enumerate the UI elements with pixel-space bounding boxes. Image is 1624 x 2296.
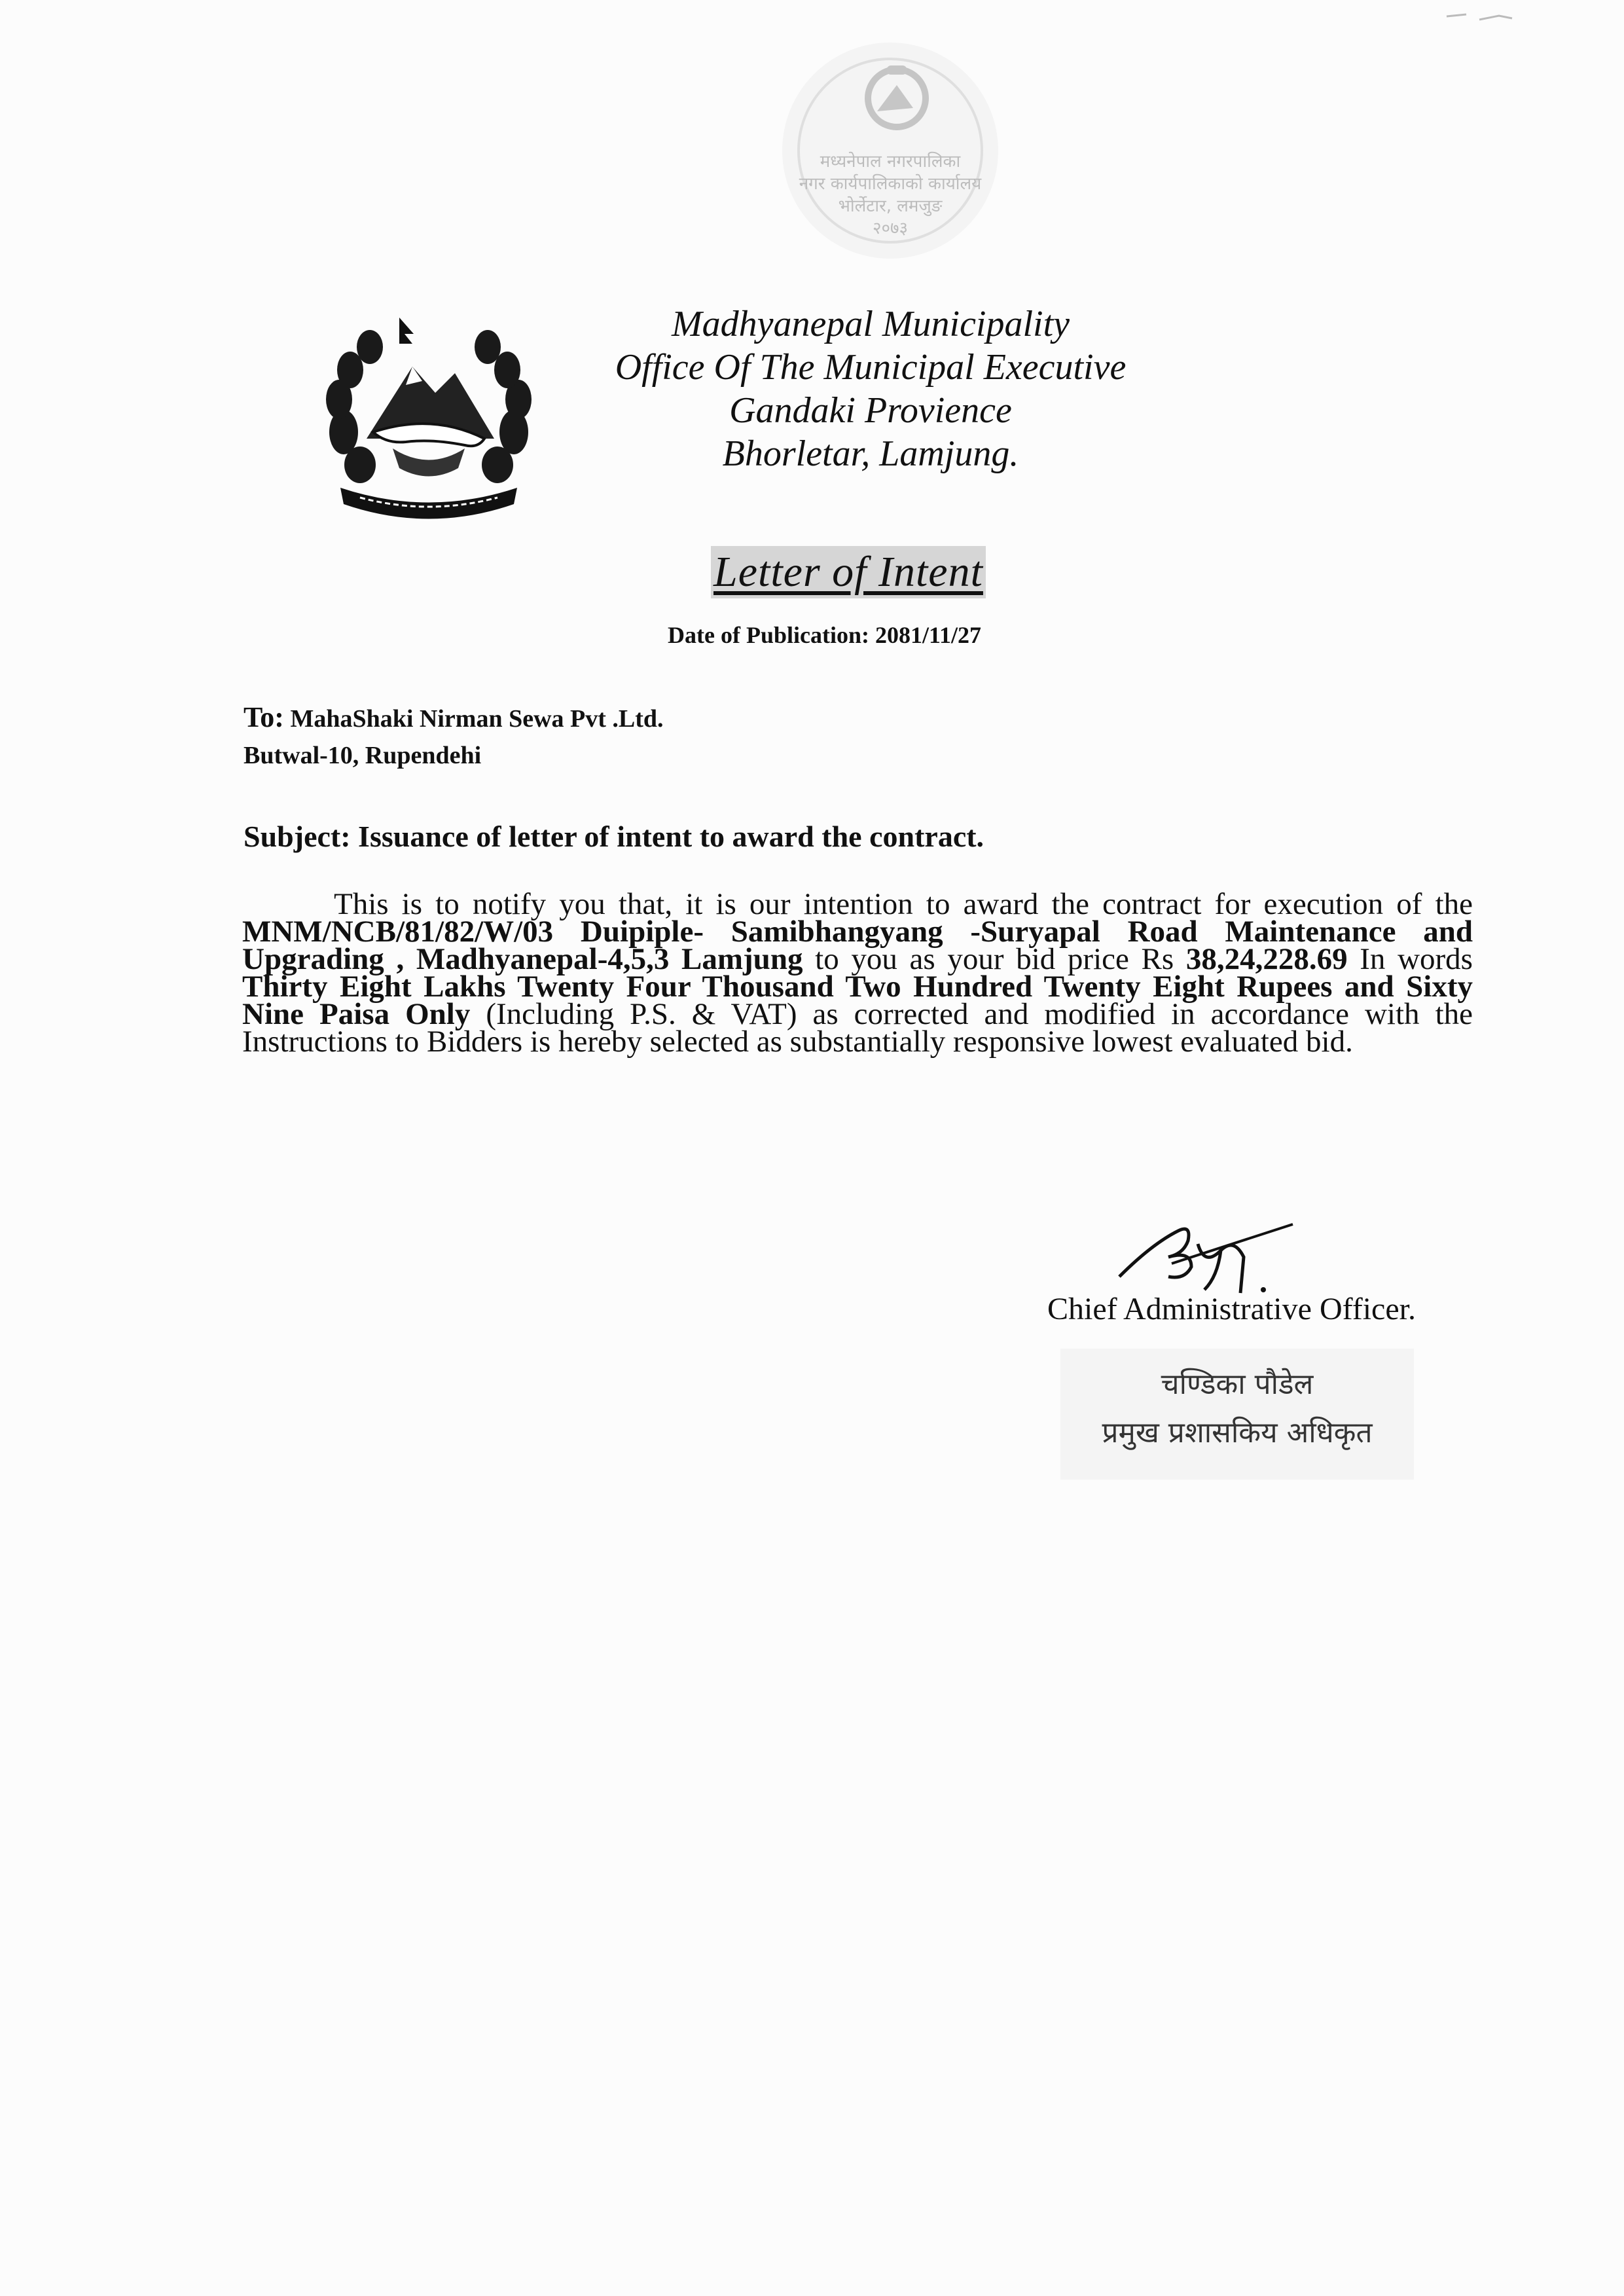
body-part-4: (Including P.S. & VAT) as corrected and modified in accordance with the Instructions to Bidders is hereby selected as substantially responsive lowest evaluated bid. xyxy=(242,997,1473,1059)
bid-amount: 38,24,228.69 xyxy=(1185,942,1348,976)
publication-date-value: 2081/11/27 xyxy=(875,622,981,648)
recipient-block xyxy=(244,699,664,774)
letterhead xyxy=(524,302,1218,475)
nepal-emblem-icon xyxy=(314,308,543,524)
signatory-name-stamp xyxy=(1060,1349,1414,1480)
seal-line-3: भोर्लेटार, लमजुङ xyxy=(838,196,943,216)
subject-label: Subject: xyxy=(244,820,351,853)
province-name: Gandaki Provience xyxy=(729,390,1012,431)
office-location: Bhorletar, Lamjung. xyxy=(722,433,1019,474)
bid-amount-words: Thirty Eight Lakhs Twenty Four Thousand Two Hundred Twenty Eight Rupees and Sixty Nine Paisa Only xyxy=(242,970,1473,1031)
seal-line-1: मध्यनेपाल नगरपालिका xyxy=(820,152,961,172)
seal-line-2: नगर कार्यपालिकाको कार्यालय xyxy=(799,174,982,194)
signatory-name-np: चण्डिका पौडेल xyxy=(1161,1368,1314,1401)
body-part-2: to you as your bid price Rs xyxy=(803,942,1186,976)
signatory-title: Chief Administrative Officer. xyxy=(1047,1292,1416,1326)
seal-line-4: २०७३ xyxy=(872,219,909,238)
municipality-name: Madhyanepal Municipality xyxy=(671,304,1070,344)
municipality-seal-stamp xyxy=(772,39,1008,288)
to-label: To: xyxy=(244,701,284,733)
body-part-3: In words xyxy=(1347,942,1473,976)
document-title: Letter of Intent xyxy=(711,546,986,598)
letter-body xyxy=(242,887,1473,1059)
publication-date xyxy=(668,621,981,649)
corner-mark xyxy=(1440,7,1519,26)
contract-name: MNM/NCB/81/82/W/03 Duipiple- Samibhangyang -Suryapal Road Maintenance and Upgrading , Madhyanepal-4,5,3 Lamjung xyxy=(242,915,1473,976)
recipient-name: MahaShaki Nirman Sewa Pvt .Ltd. xyxy=(290,705,664,733)
publication-date-label: Date of Publication: xyxy=(668,622,869,648)
subject-text: Issuance of letter of intent to award the contract. xyxy=(358,820,984,853)
subject-line xyxy=(244,818,984,855)
handwritten-signature xyxy=(1106,1205,1296,1303)
recipient-address: Butwal-10, Rupendehi xyxy=(244,742,482,769)
signatory-title-np: प्रमुख प्रशासकिय अधिकृत xyxy=(1102,1416,1373,1449)
office-name: Office Of The Municipal Executive xyxy=(615,347,1127,388)
body-part-1: This is to notify you that, it is our intention to award the contract for execution of the xyxy=(334,887,1473,921)
